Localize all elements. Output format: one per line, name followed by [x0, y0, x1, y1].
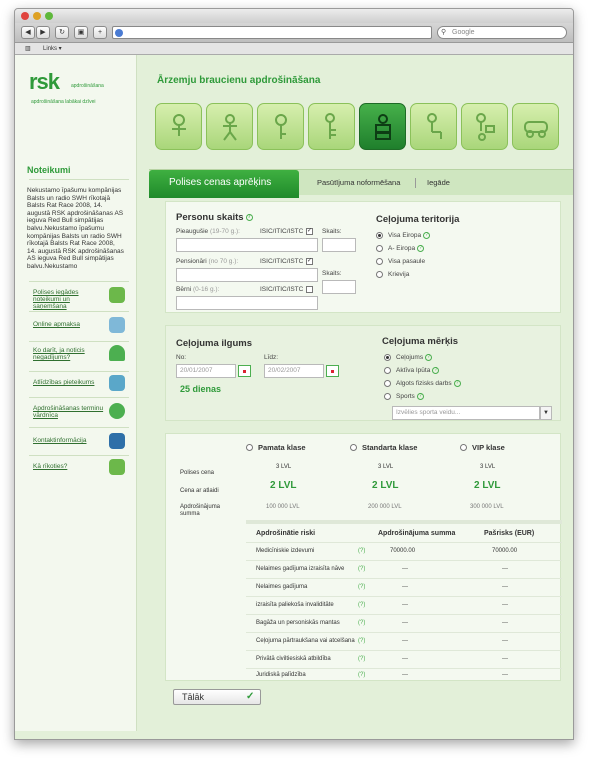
step-car[interactable]: [512, 103, 559, 150]
title-bar: [15, 9, 574, 23]
help-icon[interactable]: (?): [358, 566, 366, 572]
children-label: [176, 286, 219, 293]
discount-price-label: Cena ar atlaidi: [180, 488, 219, 494]
class-basic: Pamata klase: [258, 443, 306, 452]
help-icon[interactable]: ?: [454, 380, 461, 387]
insured-sum-label: Apdrošinājuma summa: [180, 504, 221, 517]
next-button[interactable]: [173, 689, 261, 705]
risk-deductible: ---: [502, 620, 508, 626]
key-icon: [266, 112, 296, 142]
sidebar-link-accident[interactable]: Ko darīt, ja noticis negadījums?: [33, 347, 85, 361]
policy-price-standard: 3 LVL: [378, 464, 394, 470]
risk-deductible: ---: [502, 638, 508, 644]
help-icon[interactable]: ?: [417, 393, 424, 400]
luggage-icon: [368, 112, 398, 142]
divider: [246, 614, 562, 615]
check-icon: ✓: [246, 691, 255, 702]
browser-window: [14, 8, 574, 740]
persons-title-text: Personu skaits: [176, 212, 244, 223]
isic-label: ISIC/ITIC/ISTC: [260, 286, 304, 293]
sidebar-link-policy-rules[interactable]: Polises iegādes noteikumi un saņemšana: [33, 289, 79, 310]
adults-count-label: Skaits:: [322, 228, 342, 235]
divider: [29, 281, 129, 282]
class-radio-vip[interactable]: [460, 444, 467, 451]
globe-icon: [115, 29, 123, 37]
col-risk: Apdrošinātie riski: [256, 530, 316, 537]
discount-price-basic: 2 LVL: [270, 480, 297, 491]
divider: [246, 650, 562, 651]
person-icon: [164, 112, 194, 142]
tagline: apdrošināšana labākai dzīvei: [31, 99, 96, 105]
key-icon: [317, 112, 347, 142]
persons-title: [176, 212, 253, 223]
territory-option: Visa pasaule: [388, 258, 426, 265]
browser-toolbar: [15, 23, 574, 43]
divider: [29, 397, 129, 398]
help-icon[interactable]: (?): [358, 602, 366, 608]
territory-option-text: A- Eiropa: [388, 245, 416, 253]
risk-name: Nelaimes gadījuma: [256, 584, 308, 590]
insured-sum-standard: 200 000 LVL: [368, 504, 402, 510]
adults-label: [176, 228, 240, 235]
step-key-alt[interactable]: [308, 103, 355, 150]
children-hint: (0-16 g.):: [193, 286, 220, 293]
risk-name: Medicīniskie izdevumi: [256, 548, 315, 554]
risk-deductible: 70000.00: [492, 548, 518, 554]
pensioners-count-input[interactable]: [322, 280, 356, 294]
insured-sum-vip: 300 000 LVL: [470, 504, 504, 510]
risk-sum: ---: [402, 656, 408, 662]
tab-purchase[interactable]: Iegāde: [427, 178, 450, 187]
children-input[interactable]: [176, 296, 318, 310]
class-vip: VIP klase: [472, 443, 505, 452]
purpose-option: [396, 393, 424, 400]
divider: [29, 371, 129, 372]
divider: [246, 668, 562, 669]
divider: [29, 311, 129, 312]
step-person[interactable]: [155, 103, 202, 150]
sport-select[interactable]: Izvēlies sporta veidu...: [392, 406, 540, 420]
bookmarks-bar: [15, 43, 574, 55]
help-icon[interactable]: (?): [358, 672, 366, 678]
pensioners-label: [176, 258, 238, 265]
back-button[interactable]: ◀: [21, 26, 35, 39]
search-icon: ⚲: [441, 29, 447, 36]
col-sum: Apdrošinājuma summa: [378, 530, 456, 537]
persons-panel: [165, 201, 561, 313]
tab-order[interactable]: Pasūtījuma noformēšana: [317, 178, 401, 187]
isic-label: ISIC/ITIC/ISTC: [260, 228, 304, 235]
children-isic-checkbox[interactable]: [306, 286, 313, 293]
pensioners-isic-checkbox[interactable]: ✓: [307, 258, 313, 264]
duration-panel: [165, 325, 561, 421]
phone-icon: [109, 433, 125, 449]
sidebar-link-claim[interactable]: Atlīdzības pieteikums: [33, 379, 95, 386]
sidebar-link-contacts[interactable]: Kontaktinformācija: [33, 437, 87, 444]
discount-price-standard: 2 LVL: [372, 480, 399, 491]
chevron-down-icon[interactable]: ▼: [540, 406, 552, 420]
pensioners-input[interactable]: [176, 268, 318, 282]
risk-deductible: ---: [502, 566, 508, 572]
plans-panel: [165, 433, 561, 681]
divider: [246, 596, 562, 597]
tab-divider: [415, 178, 416, 188]
children-label-text: Bērni: [176, 286, 192, 293]
risk-sum: ---: [402, 638, 408, 644]
pensioners-count-label: Skaits:: [322, 270, 342, 277]
risk-deductible: ---: [502, 656, 508, 662]
screenshot-icon[interactable]: ▣: [74, 26, 88, 39]
isic-label: ISIC/ITIC/ISTC: [260, 258, 304, 265]
purpose-option: [396, 367, 439, 374]
add-bookmark-button[interactable]: +: [93, 26, 107, 39]
help-icon[interactable]: ?: [417, 245, 424, 252]
help-icon[interactable]: (?): [358, 548, 366, 554]
insured-sum-basic: 100 000 LVL: [266, 504, 300, 510]
divider: [246, 560, 562, 561]
links-menu[interactable]: Links ▾: [43, 46, 62, 52]
purpose-option-text: Ceļojums: [396, 354, 424, 362]
risk-name: Bagāža un personiskās mantas: [256, 620, 340, 626]
risk-sum: ---: [402, 672, 408, 678]
book-icon: ▥: [25, 46, 31, 52]
search-placeholder: Google: [452, 29, 475, 36]
divider: [246, 632, 562, 633]
zoom-window-button[interactable]: [45, 12, 53, 20]
purpose-option: [396, 380, 461, 387]
class-radio-standard[interactable]: [350, 444, 357, 451]
territory-radio-world[interactable]: [376, 258, 383, 265]
news-title: Noteikumi: [27, 165, 71, 175]
purpose-option-text: Aktīva Ipūta: [396, 367, 431, 375]
territory-radio-europe[interactable]: [376, 232, 383, 239]
risk-deductible: ---: [502, 584, 508, 590]
minimize-window-button[interactable]: [33, 12, 41, 20]
main-area: [145, 55, 574, 740]
adults-count-input[interactable]: [322, 238, 356, 252]
logo-text: rsk: [29, 69, 60, 94]
forward-button[interactable]: ▶: [36, 26, 50, 39]
risk-sum: 70000.00: [390, 548, 416, 554]
purpose-option-text: Algots fizisks darbs: [396, 380, 452, 388]
territory-radio-east-europe[interactable]: [376, 245, 383, 252]
sidebar-link-how-to[interactable]: Kā rīkoties?: [33, 463, 68, 470]
risk-sum: ---: [402, 602, 408, 608]
help-icon[interactable]: (?): [358, 584, 366, 590]
car-icon: [521, 112, 551, 142]
class-radio-basic[interactable]: [246, 444, 253, 451]
divider: [246, 520, 562, 524]
search-input[interactable]: [437, 26, 567, 39]
sidebar-link-dictionary[interactable]: Apdrošināšanas terminu vārdnīca: [33, 405, 104, 419]
adults-isic-checkbox[interactable]: ✓: [307, 228, 313, 234]
purpose-option-text: Sports: [396, 393, 415, 401]
address-bar[interactable]: [112, 26, 432, 39]
to-label: Līdz:: [264, 354, 279, 361]
sidebar: [15, 55, 137, 731]
page-content: [15, 55, 574, 740]
help-icon[interactable]: (?): [358, 620, 366, 626]
duration-title: Ceļojuma ilgums: [176, 338, 253, 349]
help-icon[interactable]: ?: [425, 354, 432, 361]
risk-name: izraisīta paliekoša invaliditāte: [256, 602, 334, 608]
policy-price-vip: 3 LVL: [480, 464, 496, 470]
risk-deductible: ---: [502, 672, 508, 678]
discount-price-vip: 2 LVL: [474, 480, 501, 491]
class-standard: Standarta klase: [362, 443, 418, 452]
news-text: Nekustamo īpašumu kompānijas Balsts un radio SWH rīkotajā Balsts Rat Race 2008, 14. augustā RSK apdrošināšanas AS ieguva Red Bull simpātijas balvu.Nekustamo īpašumu kompānijas Balsts un radio SWH rīkotajā Balsts Rat Race 2008, 14. augustā RSK apdrošināšanas AS ieguva Red Bull simpātijas balvu.Nekustamo: [27, 187, 124, 270]
wheelchair-icon: [470, 112, 500, 142]
help-icon[interactable]: (?): [358, 656, 366, 662]
tabs-bar: [149, 169, 574, 195]
policy-price-basic: 3 LVL: [276, 464, 292, 470]
pen-icon: [109, 375, 125, 391]
pensioners-label-text: Pensionāri: [176, 258, 207, 265]
divider: [246, 578, 562, 579]
divider: [29, 427, 129, 428]
step-wheelchair[interactable]: [461, 103, 508, 150]
help-icon[interactable]: ?: [432, 367, 439, 374]
risk-name: Ceļojuma pārtraukšana vai atcelšana: [256, 638, 355, 644]
risk-name: Privātā civiltiesiskā atbildība: [256, 656, 331, 662]
money-icon: [109, 287, 125, 303]
adults-label-text: Pieaugušie: [176, 228, 209, 235]
from-label: No:: [176, 354, 187, 361]
step-key[interactable]: [257, 103, 304, 150]
reload-button[interactable]: ↻: [55, 26, 69, 39]
territory-radio-russia[interactable]: [376, 271, 383, 278]
risk-name: Juridiskā palīdzība: [256, 672, 306, 678]
page-title: Ārzemju braucienu apdrošināšana: [157, 75, 321, 86]
dictionary-icon: [109, 403, 125, 419]
territory-option: [388, 232, 430, 239]
walker-icon: [215, 112, 245, 142]
divider: [29, 179, 129, 180]
logo[interactable]: [29, 69, 104, 95]
adults-input[interactable]: [176, 238, 318, 252]
calendar-icon[interactable]: [238, 365, 251, 377]
purpose-option: [396, 354, 432, 361]
umbrella-icon: [109, 345, 125, 361]
help-icon[interactable]: ?: [423, 232, 430, 239]
duration-days: 25 dienas: [180, 384, 222, 394]
card-icon: [109, 317, 125, 333]
help-icon: [109, 459, 125, 475]
calendar-icon[interactable]: [326, 365, 339, 377]
col-deductible: Pašrisks (EUR): [484, 530, 535, 537]
risk-sum: ---: [402, 620, 408, 626]
purpose-radio-sports[interactable]: [384, 393, 391, 400]
pensioners-hint: (no 70 g.):: [208, 258, 239, 265]
logo-sub: apdrošināšana: [71, 83, 104, 89]
help-icon[interactable]: (?): [358, 638, 366, 644]
purpose-radio-work[interactable]: [384, 380, 391, 387]
risk-name: Nelaimes gadījuma izraisīta nāve: [256, 566, 345, 572]
step-walker[interactable]: [206, 103, 253, 150]
territory-title: Ceļojuma teritorija: [376, 214, 460, 225]
purpose-radio-travel[interactable]: [384, 354, 391, 361]
adults-hint: (19-70 g.):: [209, 228, 240, 235]
sidebar-link-online-payment[interactable]: Online apmaksa: [33, 321, 80, 328]
risk-deductible: ---: [502, 602, 508, 608]
purpose-title: Ceļojuma mērķis: [382, 336, 459, 347]
step-sitting[interactable]: [410, 103, 457, 150]
tab-price-calculation[interactable]: Polises cenas aprēķins: [149, 170, 299, 198]
purpose-radio-active[interactable]: [384, 367, 391, 374]
risk-sum: ---: [402, 584, 408, 590]
territory-option: [388, 245, 424, 252]
sitting-person-icon: [419, 112, 449, 142]
policy-price-label: Polises cena: [180, 470, 215, 476]
divider: [246, 542, 562, 543]
help-icon[interactable]: ?: [247, 213, 251, 220]
territory-option: Krievija: [388, 271, 410, 278]
step-luggage[interactable]: [359, 103, 406, 150]
divider: [29, 341, 129, 342]
next-button-label: Tālāk: [182, 692, 205, 702]
territory-option-text: Visa Eiropa: [388, 232, 422, 240]
to-date-input[interactable]: 20/02/2007: [264, 364, 324, 378]
from-date-input[interactable]: 20/01/2007: [176, 364, 236, 378]
close-window-button[interactable]: [21, 12, 29, 20]
divider: [29, 455, 129, 456]
risk-sum: ---: [402, 566, 408, 572]
